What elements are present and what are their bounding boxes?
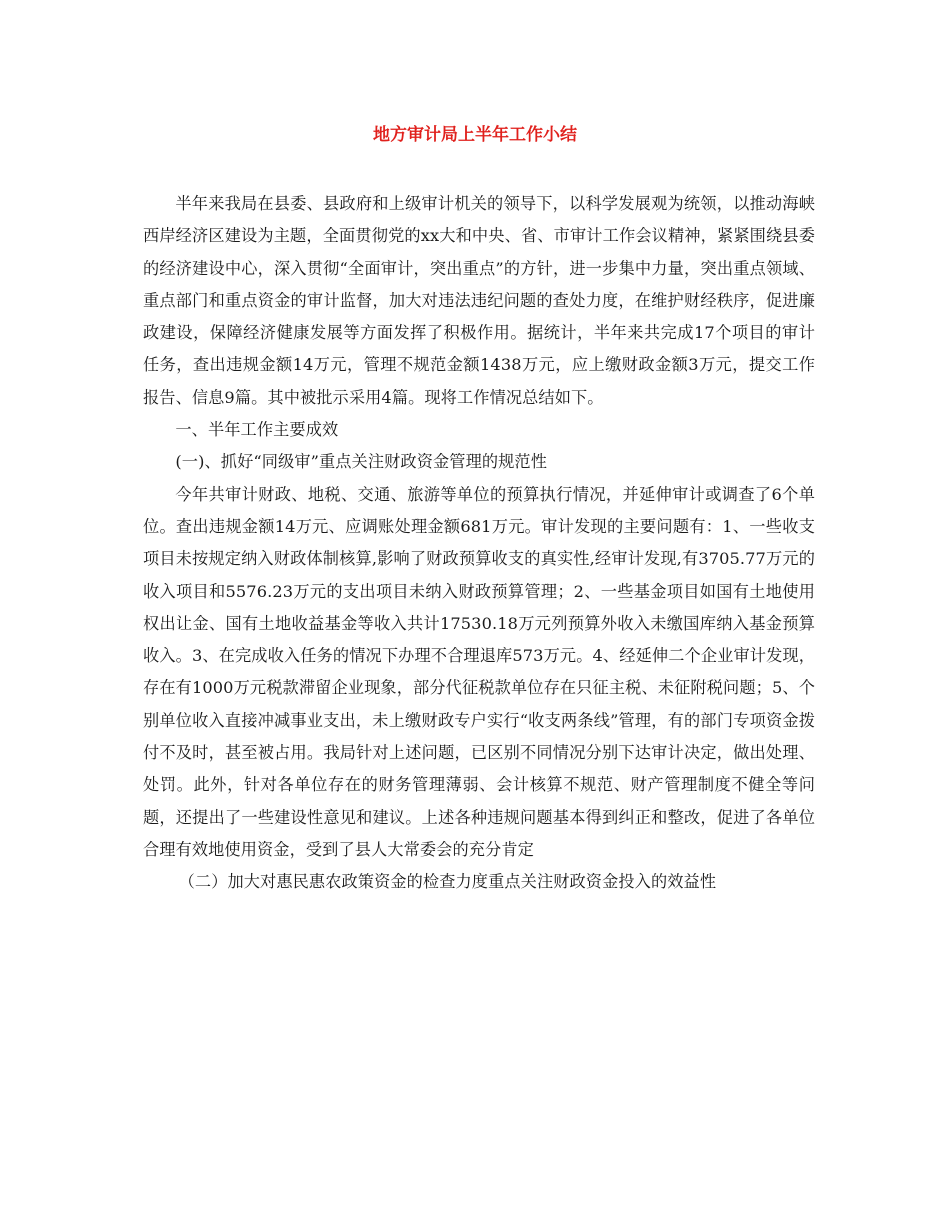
intro-paragraph: 半年来我局在县委、县政府和上级审计机关的领导下，以科学发展观为统领，以推动海峡西岸经济区建设为主题，全面贯彻党的xx大和中央、省、市审计工作会议精神，紧紧围绕县委的经济建设中心，深入贯彻“全面审计，突出重点”的方针，进一步集中力量，突出重点领域、重点部门和重点资金的审计监督，加大对违法违纪问题的查处力度，在维护财经秩序，促进廉政建设，保障经济健康发展等方面发挥了积极作用。据统计，半年来共完成17个项目的审计任务，查出违规金额14万元，管理不规范金额1438万元，应上缴财政金额3万元，提交工作报告、信息9篇。其中被批示采用4篇。现将工作情况总结如下。 (143, 194, 815, 407)
document-title: 地方审计局上半年工作小结 (373, 125, 577, 145)
section-heading-1: 一、半年工作主要成效 (175, 420, 339, 440)
subsection-heading-2: （二）加大对惠民惠农政策资金的检查力度重点关注财政资金投入的效益性 (178, 872, 717, 892)
subsection-heading-1: (一)、抓好“同级审”重点关注财政资金管理的规范性 (175, 452, 548, 472)
subsection-1-paragraph: 今年共审计财政、地税、交通、旅游等单位的预算执行情况，并延伸审计或调查了6个单位。查出违规金额14万元、应调账处理金额681万元。审计发现的主要问题有：1、一些收支项目未按规定纳入财政体制核算,影响了财政预算收支的真实性,经审计发现,有3705.77万元的收入项目和5576.23万元的支出项目未纳入财政预算管理；2、一些基金项目如国有土地使用权出让金、国有土地收益基金等收入共计17530.18万元列预算外收入未缴国库纳入基金预算收入。3、在完成收入任务的情况下办理不合理退库573万元。4、经延伸二个企业审计发现，存在有1000万元税款滞留企业现象，部分代征税款单位存在只征主税、未征附税问题；5、个别单位收入直接冲减事业支出，未上缴财政专户实行“收支两条线”管理，有的部门专项资金拨付不及时，甚至被占用。我局针对上述问题，已区别不同情况分别下达审计决定，做出处理、处罚。此外，针对各单位存在的财务管理薄弱、会计核算不规范、财产管理制度不健全等问题，还提出了一些建设性意见和建议。上述各种违规问题基本得到纠正和整改，促进了各单位合理有效地使用资金，受到了县人大常委会的充分肯定 (143, 484, 815, 859)
document-body (143, 188, 815, 899)
